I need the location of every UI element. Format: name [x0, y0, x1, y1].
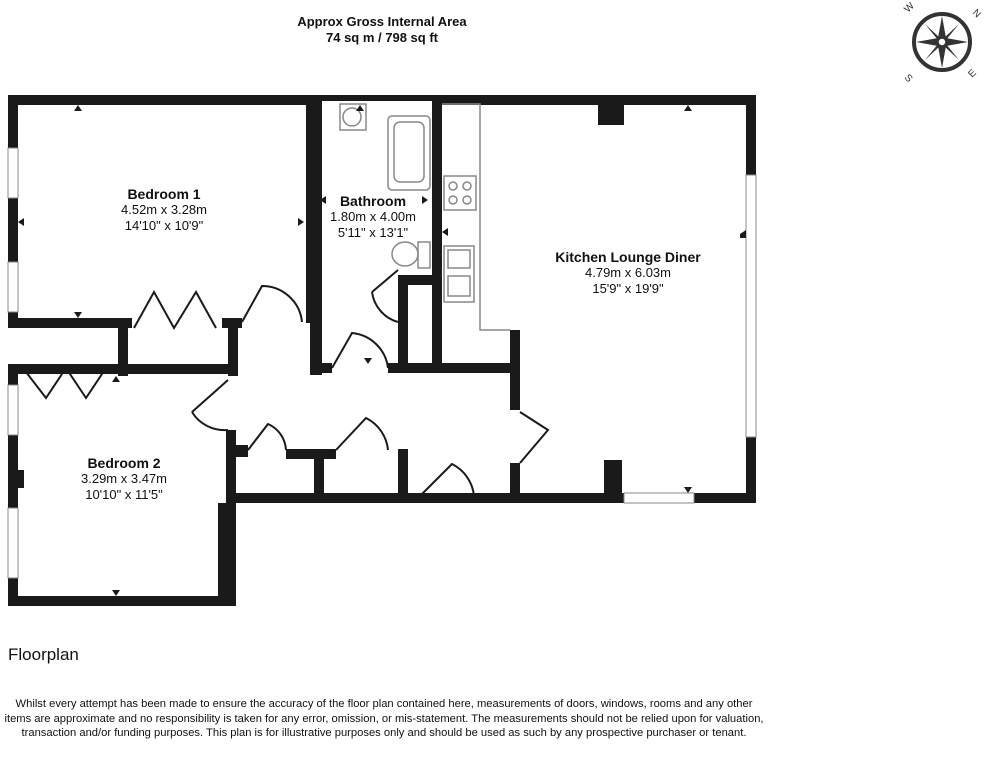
- compass-w-letter: W: [902, 2, 917, 16]
- room-metric: 4.79m x 6.03m: [585, 265, 671, 280]
- compass-n-letter: N: [969, 7, 983, 21]
- room-bedroom-2: [44, 455, 204, 503]
- room-bathroom: [316, 193, 430, 241]
- room-metric: 1.80m x 4.00m: [330, 209, 416, 224]
- interior-walls: [8, 95, 624, 503]
- room-name: Bathroom: [339, 193, 407, 209]
- room-imperial: 10'10" x 11'5": [85, 487, 163, 502]
- room-imperial: 14'10" x 10'9": [124, 218, 204, 233]
- room-name: Bedroom 2: [87, 455, 161, 471]
- disclaimer-text: Whilst every attempt has been made to ensure the accuracy of the floor plan contained here, measurements of doors, windows, rooms and any other items are approximate and no responsibility is taken for any error, omission, or mis-statement. The measurements should not be relied upon for valuation, transaction and/or funding purposes. This plan is for illustrative purposes only and should be used as such by any prospective purchaser or tenant.: [4, 698, 764, 739]
- room-imperial: 15'9" x 19'9": [592, 281, 664, 296]
- bathroom-fixtures: [340, 104, 430, 268]
- room-bedroom-1: [84, 186, 244, 234]
- toilet-icon: [392, 242, 418, 266]
- floorplan-caption: Floorplan: [8, 645, 79, 664]
- hob-icon: [444, 176, 476, 210]
- compass-s-letter: S: [901, 72, 915, 82]
- room-kitchen-lounge-diner: [523, 249, 733, 297]
- compass-e-letter: E: [966, 67, 979, 81]
- area-title: Approx Gross Internal Area: [297, 14, 467, 29]
- area-value: 74 sq m / 798 sq ft: [326, 30, 438, 45]
- room-metric: 4.52m x 3.28m: [121, 202, 207, 217]
- room-name: Kitchen Lounge Diner: [555, 249, 701, 265]
- room-name: Bedroom 1: [127, 186, 201, 202]
- doors: [192, 270, 548, 496]
- room-imperial: 5'11" x 13'1": [337, 225, 409, 240]
- kitchen-fixtures: [442, 104, 510, 330]
- room-metric: 3.29m x 3.47m: [81, 471, 167, 486]
